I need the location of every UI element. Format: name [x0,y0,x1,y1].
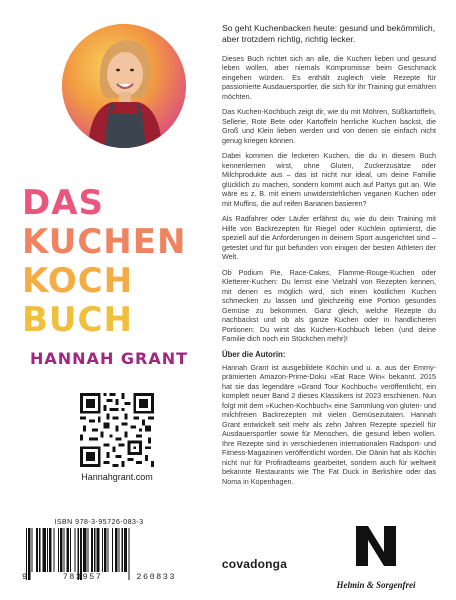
paragraph-4: Als Radfahrer oder Läufer erfährst du, wie du dein Training mit Hilfe von Backrezepten für Riegel oder Küchlein optimierst, die speziell auf die Anforderungen in deinem Sport ausgerichtet sind – getestet und für gut befunden von einigen der besten Athleten der Welt. [222,214,436,262]
barcode-bar [118,528,119,572]
blurb-column [222,23,436,492]
title-line-3: KOCH [22,261,134,301]
barcode-bar [43,528,46,572]
barcode-bar [115,528,117,572]
publisher-logo-helmin-sorgenfrei [330,522,422,596]
paragraph-about-author: Hannah Grant ist ausgebildete Köchin und u. a. aus der Emmy-prämierten Amazon-Prime-Doku »Eat Race Win« bekannt. 2015 hat sie das legendäre »Grand Tour Kochbuch« veröffentlicht, ein komplett neuer Band 2 dieses Klassikers ist 2023 erschienen. Nun folgt mit dem »Kuchen-Kochbuch« eine Sammlung von gluten- und milchfreien Backrezepten mit vielen Gemüsezutaten. Hannah Grant entwickelt seit mehr als zehn Jahren Rezepte speziell für Ausdauersportler sowie für Menschen, die gesund leben wollen. Ihre Rezepte sind in verschiedenen internationalen Radsport- und Fitness-Magazinen veröffentlicht worden. Die Dänin hat als Köchin nicht nur für Profiradteams gearbeitet, sondern auch für weltweit bekannte Restaurants wie The Fat Duck in Berkshire oder das Noma in Kopenhagen. [222,362,436,486]
title-line-1: DAS [22,183,105,223]
author-photo [62,24,186,148]
barcode-bar [122,528,123,572]
barcode-bar [60,528,62,572]
qr-code[interactable] [80,393,154,467]
barcode-bar [70,528,71,572]
isbn-text: ISBN 978-3-95726-083-3 [54,519,144,526]
barcode-bar [124,528,127,572]
barcode-bar [63,528,64,572]
barcode-bar [74,528,75,572]
website-url[interactable]: Hannahgrant.com [81,472,153,482]
paragraph-2: Das Kuchen-Kochbuch zeigt dir, wie du mit Möhren, Süßkartoffeln, Sellerie, Rote Bete oder Kartoffeln herrliche Kuchen backst, die Groß und Klein lieben werden und von denen sie einfach nicht genug kriegen können. [222,107,436,145]
barcode-bar [49,528,51,572]
publisher-logo-covadonga: covadonga [218,554,291,574]
isbn-digit-group-1: 783957 [62,572,103,582]
barcode-bar [32,528,33,572]
barcode-bar [112,528,113,572]
barcode-bar [83,528,86,572]
barcode-bar [104,528,106,572]
paragraph-1: Dieses Buch richtet sich an alle, die Kuchen lieben und gesund leben wollen, aber niemals Kompromisse beim Geschmack eingehen würden. Es enthält zugleich viele Rezepte für passionierte Ausdauersportler, die sich für ihr Training gut ernähren möchten. [222,53,436,101]
author-name: HANNAH GRANT [30,349,189,368]
barcode-bar [36,528,38,572]
barcode-bar [47,528,48,572]
barcode-bar [107,528,108,572]
barcode-bar [67,528,69,572]
title-line-4: BUCH [22,300,133,340]
barcode-bar [96,528,99,572]
barcode-bar [58,528,59,572]
barcode-bar [88,528,89,572]
isbn-digits [18,572,180,582]
paragraph-5: Ob Podium Pie, Race-Cakes, Flamme-Rouge-Kuchen oder Kletterer-Kuchen: Du lernst eine Vielzahl von Rezepten kennen, mit denen es möglich wird, sich einen köstlichen Kuchen schmecken zu lassen und gleichzeitig eine Portion gesundes Gemüse zu bekommen. Ganz gleich, welche Rezepte du nachbackst und ob als ganze Kuchen oder in handlicheren Portionen: Du wirst das Kuchen-Kochbuch lieben (und deine Familie dich noch ein Stückchen mehr)! [222,267,436,344]
isbn-digit-group-2: 260833 [136,572,176,582]
title-line-2: KUCHEN [22,222,187,262]
publisher-name: Helmin & Sorgenfrei [336,580,416,590]
barcode-bar [91,528,93,572]
barcode-bar [39,528,40,572]
paragraph-3: Dabei kommen die leckeren Kuchen, die du in diesem Buch kennenlernen wirst, ohne Gluten, Zuckerzusätze oder Milchprodukte aus – das ist nicht nur ideal, um deine Familie glücklich zu machen, sondern kommt auch auf Partys gut an. Wie wäre es z. B. mit einem unwiderstehlichen veganen Kuchen oder mit Muffins, die auf reifen Bananen basieren? [222,151,436,208]
author-portrait-illustration [62,24,186,148]
lead-text: So geht Kuchenbacken heute: gesund und bekömmlich, aber trotzdem richtig, richtig lecker. [222,23,436,45]
isbn-barcode-block [18,519,180,582]
barcode-bar [94,528,95,572]
hs-monogram-icon [352,522,400,570]
isbn-digit-lead: 9 [22,572,29,582]
about-author-heading: Über die Autorin: [222,349,286,359]
barcode-bar [54,528,55,572]
barcode-bar [102,528,103,572]
